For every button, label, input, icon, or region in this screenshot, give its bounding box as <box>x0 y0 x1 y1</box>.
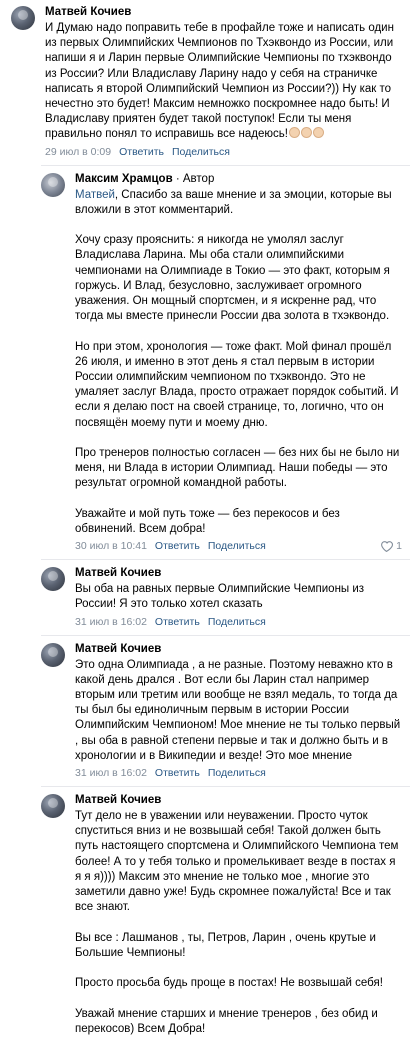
comment-reply <box>0 166 410 560</box>
avatar[interactable] <box>41 794 65 818</box>
comment <box>0 0 410 165</box>
comment-paragraph: Просто просьба будь проще в постах! Не возвышай себя! <box>75 977 383 990</box>
hands-emoji <box>289 127 300 138</box>
comment-reply <box>0 787 410 1037</box>
comment-paragraph: Вы все : Лашманов , ты, Петров, Ларин , очень крутые и Большие Чемпионы! <box>75 931 376 959</box>
comment-date[interactable]: 29 июл в 0:09 <box>45 145 112 158</box>
comment-meta <box>45 145 402 165</box>
share-link[interactable]: Поделиться <box>207 615 266 628</box>
hands-emoji <box>313 127 324 138</box>
author-name[interactable]: Максим Храмцов <box>75 172 173 185</box>
comment-text: Матвей, Спасибо за ваше мнение и за эмоции, которые вы вложили в этот комментарий. Хочу сразу прояснить: я никогда не умолял заслуг Владислава Ларина. Мы оба стали олимпийскими чемпионами на Олимпиаде в Токио — это факт, которым я горжусь. И Влад, безусловно, заслуживает огромного уважения. Он мощный спортсмен, и я искренне рад, что тогда мы вместе принесли России два золота в тхэквондо. Но при этом, хронология — тоже факт. Мой финал прошёл 26 июля, и именно в этот день я стал первым в истории России олимпийским чемпионом по тхэквондо. Это не умаляет заслуг Влада, просто отражает порядок событий. И если я делаю пост на своей странице, то, логично, что он посвящён моему пути и моему дню. Про тренеров полностью согласен — без них бы не было ни меня, ни Влада в истории Олимпиад. Наши победы — это результат огромной командной работы. Уважайте и мой путь тоже — без перекосов и без обвинений. Всем добра! <box>75 188 402 538</box>
reply-link[interactable]: Ответить <box>119 145 164 158</box>
comment-paragraph: Уважай мнение старших и мнение тренеров , без обид и перекосов) Всем Добра! <box>75 1007 378 1035</box>
like-count: 1 <box>396 540 402 553</box>
avatar[interactable] <box>41 567 65 591</box>
comment-paragraph: Уважайте и мой путь тоже — без перекосов и без обвинений. Всем добра! <box>75 507 340 536</box>
comment-author[interactable]: Матвей Кочиев <box>75 567 162 580</box>
comment-reply <box>0 636 410 786</box>
avatar[interactable] <box>41 643 65 667</box>
comment-date[interactable]: 30 июл в 10:41 <box>75 540 147 553</box>
comment-meta <box>75 539 402 559</box>
heart-icon <box>380 540 393 552</box>
comment-paragraph: Тут дело не в уважении или неуважении. Просто чуток спуститься вниз и не возвышай себя! Такой должен быть путь настоящего спортсмена и Олимпийского Чемпиона тем более! А то у тебя только и промелькивает везде в постах я я я я)))) Максим это мнение не только мое , многие это заметили давно уже! Будь скромнее пожалуйста! Все и так все знают. <box>75 810 399 914</box>
author-badge: · Автор <box>175 172 215 185</box>
share-link[interactable]: Поделиться <box>171 145 230 158</box>
comment-text: И Думаю надо поправить тебе в профайле тоже и написать один из первых Олимпийских Чемпионов по Тхэквондо из России, или напиши я и Ларин первые Олимпийские Чемпионы по тхэквондо из России? Или Владиславу Ларину надо у себя на страничке написать я второй Олимпийский Чемпион из России?)) Ну как то нечестно это будет! Максим немножко поскромнее надо быть! И Владиславу приятен будет такой поступок! Если ты меня правильно понял то исправишь все надеюсь! <box>45 22 394 141</box>
comment-paragraph: Хочу сразу прояснить: я никогда не умолял заслуг Владислава Ларина. Мы оба стали олимпийскими чемпионами на Олимпиаде в Токио — это факт, которым я горжусь. И Влад, безусловно, заслуживает огромного уважения. Он мощный спортсмен, и я искренне рад, что тогда мы вместе принесли России два золота в тхэквондо. <box>75 234 390 323</box>
comment-author[interactable]: Матвей Кочиев <box>75 794 162 807</box>
comment-meta <box>75 766 402 786</box>
share-link[interactable]: Поделиться <box>207 767 266 780</box>
comment-paragraph: Про тренеров полностью согласен — без них бы не было ни меня, ни Влада в истории Олимпиад. Наши победы — это результат огромной командной работы. <box>75 447 400 490</box>
comment-text: Это одна Олимпиада , а не разные. Поэтому неважно кто в какой день дрался . Вот если бы Ларин стал например вторым или третим или вообще не взял медаль, то тогда да ты был бы единоличным первым в истории России Олимпийским Чемпионом! Мое мнение не ты только первый , вы оба в равной степени первые и так и должно быть и в хронологии и в Википедии и везде! Это мое мнение <box>75 658 401 762</box>
mention-link[interactable]: Матвей <box>75 188 115 201</box>
comment-text <box>75 809 402 1037</box>
comment-author[interactable]: Матвей Кочиев <box>45 6 132 18</box>
reply-link[interactable]: Ответить <box>154 767 200 780</box>
comment-reply <box>0 560 410 634</box>
comment-date[interactable]: 31 июл в 16:02 <box>75 767 147 780</box>
reply-link[interactable]: Ответить <box>154 540 200 553</box>
comment-text: Вы оба на равных первые Олимпийские Чемпионы из России! Я это только хотел сказать <box>75 583 365 611</box>
reply-link[interactable]: Ответить <box>154 615 200 628</box>
like-button[interactable] <box>380 539 402 553</box>
comment-author[interactable]: Матвей Кочиев <box>75 642 162 655</box>
avatar[interactable] <box>41 173 65 197</box>
avatar[interactable] <box>11 6 35 30</box>
comment-date[interactable]: 31 июл в 16:02 <box>75 615 147 628</box>
comment-author[interactable] <box>75 172 402 187</box>
share-link[interactable]: Поделиться <box>207 540 266 553</box>
hands-emoji <box>301 127 312 138</box>
comment-paragraph: Но при этом, хронология — тоже факт. Мой финал прошёл 26 июля, и именно в этот день я стал первым в истории России олимпийским чемпионом по тхэквондо. Это не умаляет заслуг Влада, просто отражает порядок событий. И если я делаю пост на своей странице, то, логично, что он посвящён моему пути и моему дню. <box>75 340 399 429</box>
comment-meta <box>75 615 402 635</box>
